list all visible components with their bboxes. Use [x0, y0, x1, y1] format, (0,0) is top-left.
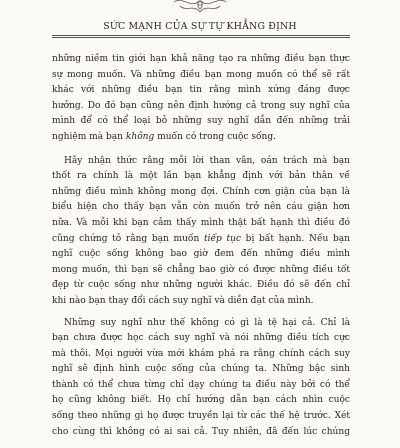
text-line: nghĩ sẽ định hình cuộc sống của chúng ta. Những bậc sinh: [52, 364, 350, 375]
text-line: bạn chưa được học cách suy nghĩ và nói những điều tích cực: [52, 333, 350, 344]
emphasis: không: [125, 131, 155, 142]
text-line: họ cũng không biết. Họ chỉ hướng dẫn bạn cách nhìn cuộc: [52, 395, 350, 406]
running-header: SỨC MẠNH CỦA SỰ TỰ KHẲNG ĐỊNH: [103, 21, 297, 32]
text-line: đẹp từ cuộc sống như những người khác. Điều đó sẽ đến chỉ: [52, 280, 350, 291]
text-line: nghĩ cuộc sống không bao giờ đem đến những điều mình: [52, 249, 350, 260]
decorative-ornament-icon: [168, 0, 232, 20]
text-line: nghiệm mà bạn không muốn có trong cuộc sống.: [52, 131, 277, 142]
text-line: hưởng. Do đó bạn cũng nên định hướng cả trong suy nghĩ của: [52, 100, 350, 111]
body-text: [52, 52, 350, 448]
text-line: sống theo những gì họ được truyền lại từ các thế hệ trước. Xét: [52, 411, 350, 422]
text-line: nữa. Và mỗi khi bạn cảm thấy mình thật bất hạnh thì điều đó: [52, 217, 350, 228]
header-rule-top: [52, 35, 350, 36]
text-line: những niềm tin giới hạn khả năng tạo ra những điều bạn thực: [52, 54, 350, 64]
paragraph: [52, 52, 350, 146]
text-line: biểu hiện cho thấy bạn vẫn còn muốn trở nên cáu giận hơn: [52, 202, 350, 213]
text-line: mà thôi. Mọi người vừa mới khám phá ra rằng chính cách suy: [52, 348, 350, 359]
emphasis: tiếp tục: [203, 233, 242, 244]
text-line: Những suy nghĩ như thế không có gì là tệ hại cả. Chỉ là: [64, 317, 350, 328]
text-line: sự mong muốn. Và những điều bạn mong muốn có thể sẽ rất: [52, 69, 350, 80]
text-line: mong muốn, thì bạn sẽ chẳng bao giờ có được những điều tốt: [52, 264, 350, 275]
text-line: khi nào bạn thay đổi cách suy nghĩ và diễn đạt của mình.: [52, 295, 314, 306]
text-line: những điều mình không mong đợi. Chính cơn giận của bạn là: [52, 186, 350, 197]
text-line: thành có thể chưa từng chỉ dạy chúng ta điều này bởi có thể: [52, 379, 350, 390]
text-line: thốt ra chính là một lần bạn khẳng định với bản thân về: [52, 171, 350, 182]
text-line: Hãy nhận thức rằng mỗi lời than vãn, oán trách mà bạn: [64, 155, 350, 166]
paragraph: [52, 154, 350, 310]
text-line: mình để có thể loại bỏ những suy nghĩ dẫn đến những trải: [52, 116, 350, 127]
text-line: khác với những điều bạn tin rằng mình xứng đáng được: [52, 85, 350, 96]
paragraph: [52, 316, 350, 441]
text-line: cũng chứng tỏ rằng bạn muốn tiếp tục bị bất hạnh. Nếu bạn: [52, 233, 351, 244]
text-line: cho cùng thì không có ai sai cả. Tuy nhiên, đã đến lúc chúng: [52, 426, 350, 437]
header-rule-bottom: [52, 37, 350, 38]
